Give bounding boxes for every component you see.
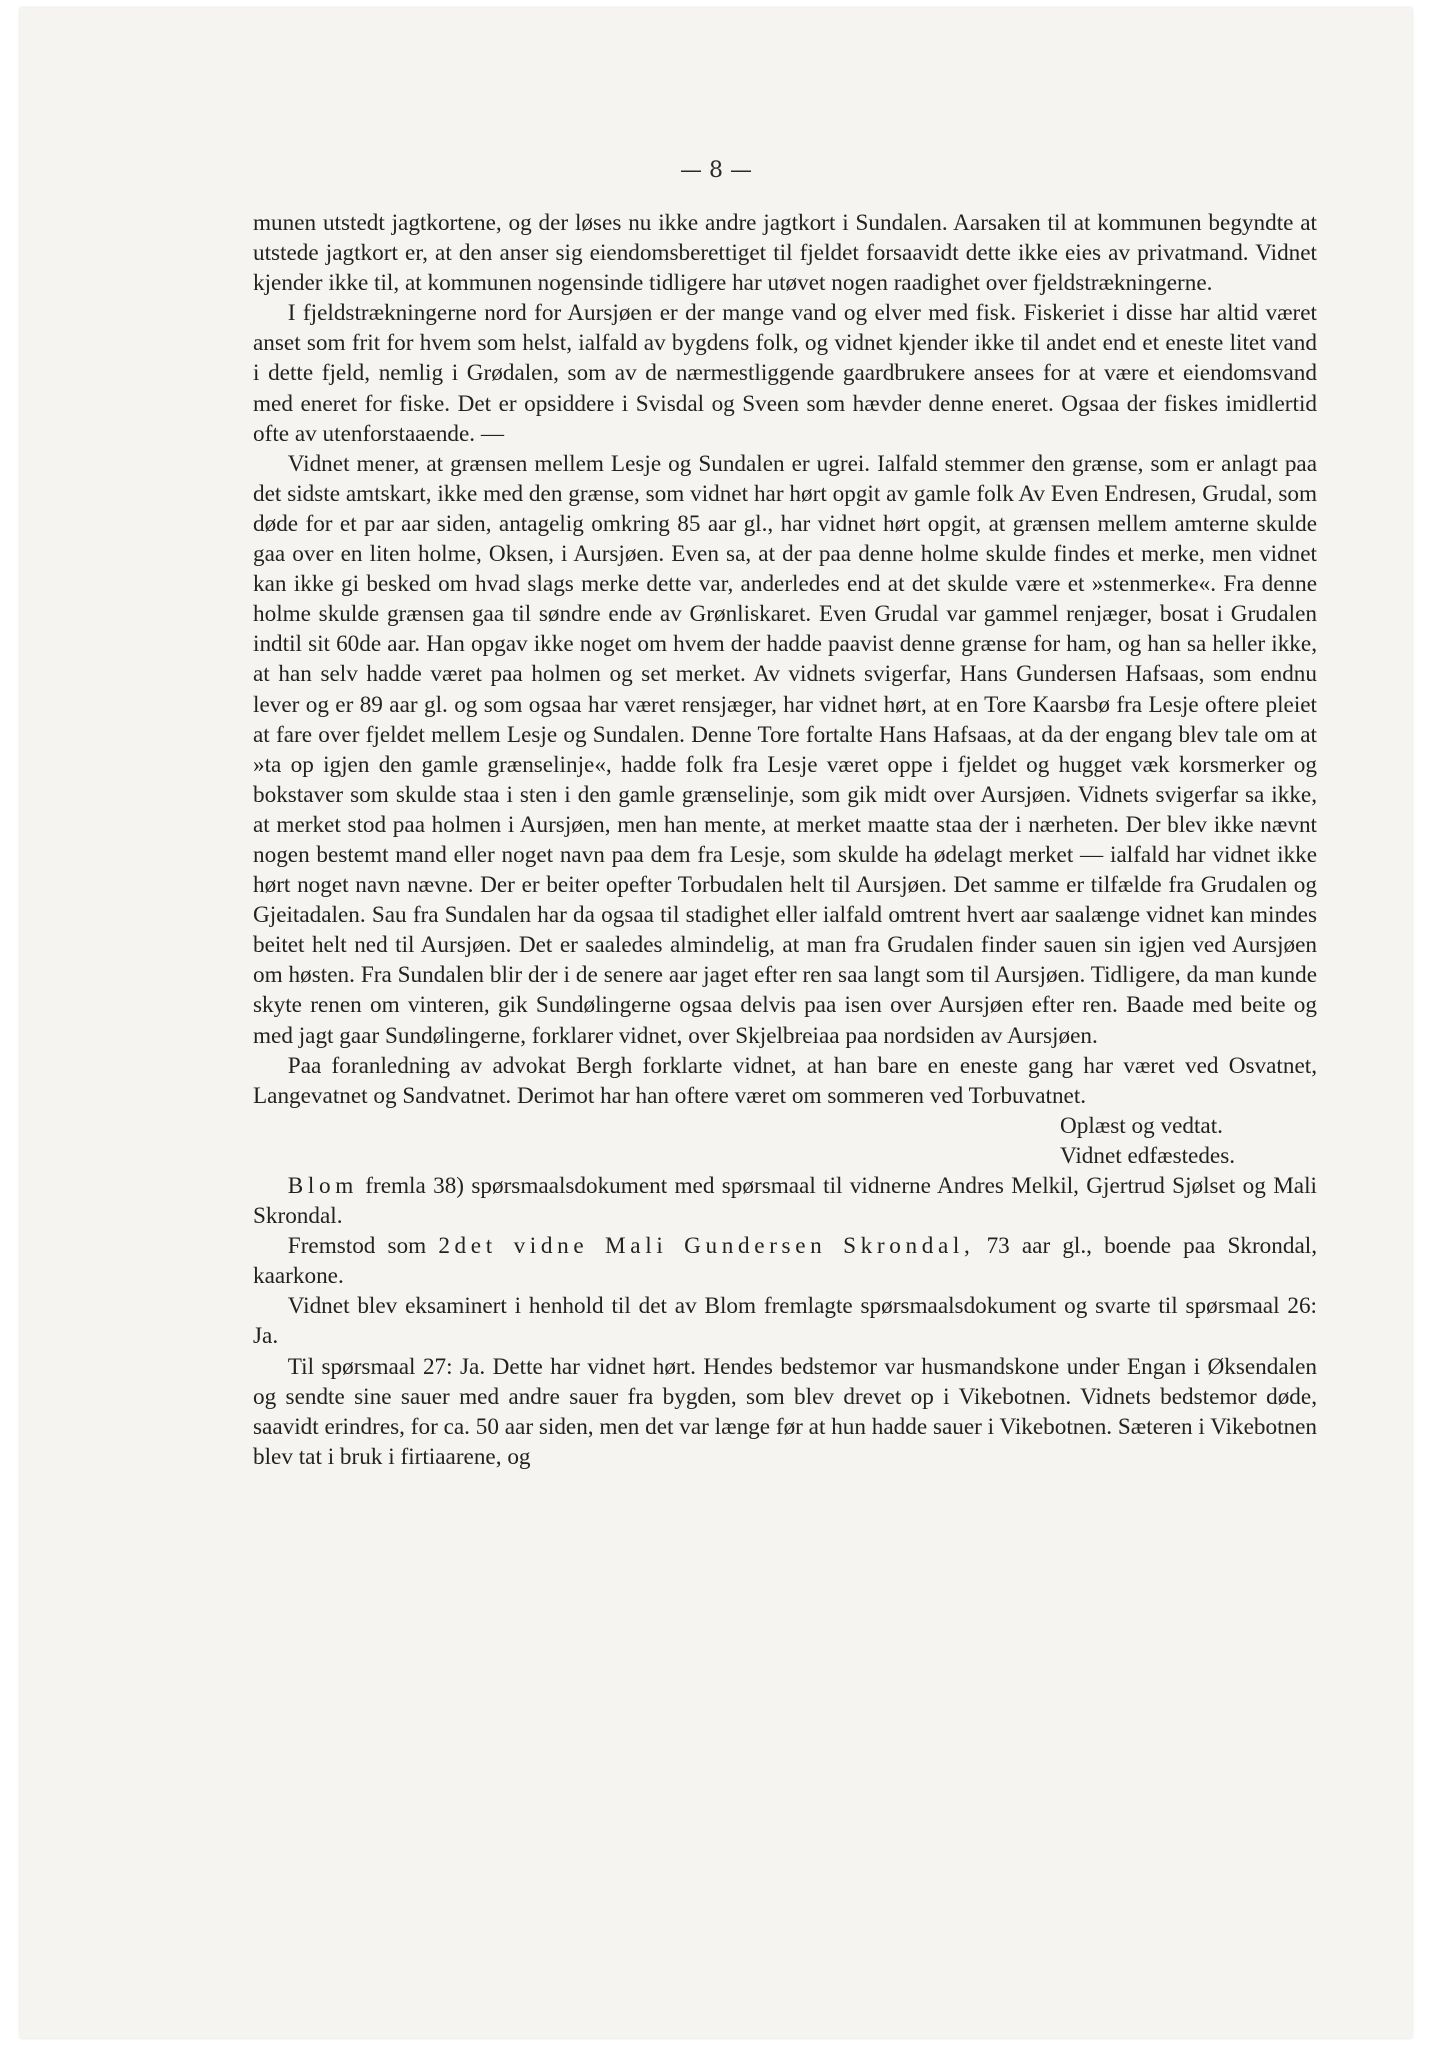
signature-line-1: Oplæst og vedtat. xyxy=(1060,1112,1223,1139)
paragraph-4: Paa foranledning av advokat Bergh forklarte vidnet, at han bare en eneste gang har været ved Osvatnet, Langevatnet og Sandvatnet. Derimot har han oftere været om sommeren ved Torbuvatnet. xyxy=(253,1052,1317,1109)
blom-text: fremla 38) spørsmaalsdokument med spørsmaal til vidnerne Andres Melkil, Gjertrud Sjølset og Mali Skrondal. xyxy=(253,1173,1317,1230)
witness-name: 2det vidne Mali Gundersen Skrondal, xyxy=(438,1233,975,1260)
blom-name: Blom xyxy=(287,1173,358,1199)
paragraph-2: I fjeldstrækningerne nord for Aursjøen er der mange vand og elver med fisk. Fiskeriet i disse har altid været anset som frit for hvem som helst, ialfald av bygdens folk, og vidnet kjender ikke til andet end et eneste litet vand i dette fjeld, nemlig i Grødalen, som av de nærmestliggende gaardbrukere ansees for at være et eiendomsvand med eneret for fiske. Det er opsiddere i Svisdal og Sveen som hævder denne eneret. Ogsaa der fiskes imidlertid ofte av utenforstaaende. — xyxy=(253,300,1317,447)
fremstod-pre: Fremstod som xyxy=(287,1233,439,1260)
paragraph-6: Til spørsmaal 27: Ja. Dette har vidnet hørt. Hendes bedstemor var husmandskone under Engan i Øksendalen og sendte sine sauer med andre sauer fra bygden, som blev drevet op i Vikebotnen. Vidnets bedstemor døde, saavidt erindres, for ca. 50 aar siden, men det var længe før at hun hadde sauer i Vikebotnen. Sæteren i Vikebotnen blev tat i bruk i firtiaarene, og xyxy=(253,1353,1317,1470)
paragraph-fremstod xyxy=(253,1231,1317,1291)
document-body xyxy=(253,208,1317,1472)
page-number: — 8 — xyxy=(680,158,752,183)
signature-line-2: Vidnet edfæstedes. xyxy=(1060,1142,1236,1169)
signature-block xyxy=(253,1111,1317,1171)
paragraph-3: Vidnet mener, at grænsen mellem Lesje og Sundalen er ugrei. Ialfald stemmer den grænse, som er anlagt paa det sidste amtskart, ikke med den grænse, som vidnet har hørt opgit av gamle folk Av Even Endresen, Grudal, som døde for et par aar siden, antagelig omkring 85 aar gl., har vidnet hørt opgit, at grænsen mellem amterne skulde gaa over en liten holme, Oksen, i Aursjøen. Even sa, at der paa denne holme skulde findes et merke, men vidnet kan ikke gi besked om hvad slags merke dette var, anderledes end at det skulde være et »stenmerke«. Fra denne holme skulde grænsen gaa til søndre ende av Grønliskaret. Even Grudal var gammel renjæger, bosat i Grudalen indtil sit 60de aar. Han opgav ikke noget om hvem der hadde paavist denne grænse for ham, og han sa heller ikke, at han selv hadde været paa holmen og set merket. Av vidnets svigerfar, Hans Gundersen Hafsaas, som endnu lever og er 89 aar gl. og som ogsaa har været rensjæger, har vidnet hørt, at en Tore Kaarsbø fra Lesje oftere pleiet at fare over fjeldet mellem Lesje og Sundalen. Denne Tore fortalte Hans Hafsaas, at da der engang blev tale om at »ta op igjen den gamle grænselinje«, hadde folk fra Lesje været oppe i fjeldet og hugget væk korsmerker og bokstaver som skulde staa i sten i den gamle grænselinje, som gik midt over Aursjøen. Vidnets svigerfar sa ikke, at merket stod paa holmen i Aursjøen, men han mente, at merket maatte staa der i nærheten. Der blev ikke nævnt nogen bestemt mand eller noget navn paa dem fra Lesje, som skulde ha ødelagt merket — ialfald har vidnet ikke hørt noget navn nævne. Der er beiter opefter Torbudalen helt til Aursjøen. Det samme er tilfælde fra Grudalen og Gjeitadalen. Sau fra Sundalen har da ogsaa til stadighet eller ialfald omtrent hvert aar saalænge vidnet kan mindes beitet helt ned til Aursjøen. Det er saaledes almindelig, at man fra Grudalen finder sauen sin igjen ved Aursjøen om høsten. Fra Sundalen blir der i de senere aar jaget efter ren saa langt som til Aursjøen. Tidligere, da man kunde skyte renen om vinteren, gik Sundølingerne ogsaa delvis paa isen over Aursjøen efter ren. Baade med beite og med jagt gaar Sundølingerne, forklarer vidnet, over Skjelbreiaa paa nordsiden av Aursjøen. xyxy=(253,450,1317,1049)
fremstod-post: 73 aar gl., boende paa Skrondal, kaarkone. xyxy=(253,1233,1317,1290)
paragraph-5: Vidnet blev eksaminert i henhold til det av Blom fremlagte spørsmaalsdokument og svarte til spørsmaal 26: Ja. xyxy=(253,1293,1317,1350)
paragraph-blom xyxy=(253,1171,1317,1231)
paragraph-1: munen utstedt jagtkortene, og der løses nu ikke andre jagtkort i Sundalen. Aarsaken til at kommunen begyndte at utstede jagtkort er, at den anser sig eiendomsberettiget til fjeldet forsaavidt dette ikke eies av privatmand. Vidnet kjender ikke til, at kommunen nogensinde tidligere har utøvet nogen raadighet over fjeldstrækningerne. xyxy=(253,210,1317,297)
document-page xyxy=(20,8,1412,2038)
